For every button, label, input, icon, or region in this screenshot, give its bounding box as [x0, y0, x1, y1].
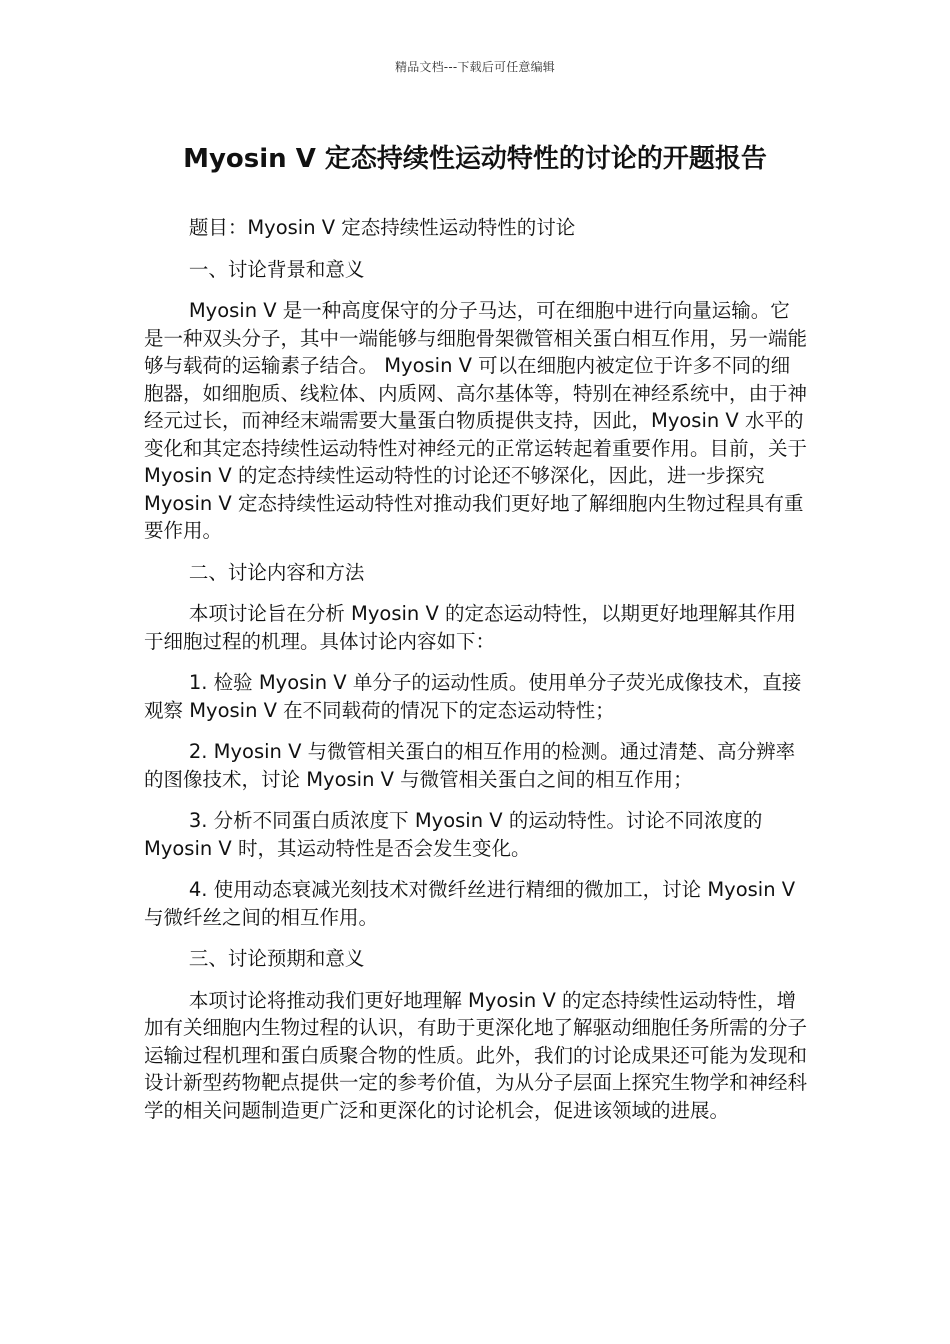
background-paragraph: Myosin V 是一种高度保守的分子马达，可在细胞中进行向量运输。它是一种双头分子，其中一端能够与细胞骨架微管相关蛋白相互作用，另一端能够与载荷的运输素子结合。 Myosin V 可以在细胞内被定位于许多不同的细胞器，如细胞质、线粒体、内质网、高尔基体等，特别在神经系统中，由于神经元过长，而神经末端需要大量蛋白物质提供支持，因此，Myosin V 水平的变化和其定态持续性运动特性对神经元的正常运转起着重要作用。目前，关于 Myosin V 的定态持续性运动特性的讨论还不够深化，因此，进一步探究 Myosin V 定态持续性运动特性对推动我们更好地了解细胞内生物过程具有重要作用。: [144, 299, 808, 542]
document-body: [144, 214, 808, 1138]
topic-line: 题目：Myosin V 定态持续性运动特性的讨论: [188, 216, 576, 239]
header-note: 精品文档---下载后可任意编辑: [395, 60, 555, 74]
document-title: Myosin V 定态持续性运动特性的讨论的开题报告: [183, 144, 767, 174]
section-heading-expectations: 三、讨论预期和意义: [188, 947, 365, 970]
methods-item-1: 1. 检验 Myosin V 单分子的运动性质。使用单分子荧光成像技术，直接观察 Myosin V 在不同载荷的情况下的定态运动特性；: [144, 671, 802, 722]
section-heading-methods: 二、讨论内容和方法: [188, 560, 365, 584]
methods-item-2: 2. Myosin V 与微管相关蛋白的相互作用的检测。通过清楚、高分辨率的图像技术，讨论 Myosin V 与微管相关蛋白之间的相互作用；: [144, 740, 796, 791]
methods-item-3: 3. 分析不同蛋白质浓度下 Myosin V 的运动特性。讨论不同浓度的 Myosin V 时，其运动特性是否会发生变化。: [144, 809, 763, 860]
methods-item-4: 4. 使用动态衰减光刻技术对微纤丝进行精细的微加工，讨论 Myosin V 与微纤丝之间的相互作用。: [144, 878, 796, 929]
section-heading-background: 一、讨论背景和意义: [188, 257, 365, 281]
methods-intro-paragraph: 本项讨论旨在分析 Myosin V 的定态运动特性，以期更好地理解其作用于细胞过程的机理。具体讨论内容如下：: [144, 602, 797, 653]
expectations-paragraph: 本项讨论将推动我们更好地理解 Myosin V 的定态持续性运动特性，增加有关细胞内生物过程的认识，有助于更深化地了解驱动细胞任务所需的分子运输过程机理和蛋白质聚合物的性质。此外，我们的讨论成果还可能为发现和设计新型药物靶点提供一定的参考价值，为从分子层面上探究生物学和神经科学的相关问题制造更广泛和更深化的讨论机会，促进该领域的进展。: [144, 988, 808, 1122]
